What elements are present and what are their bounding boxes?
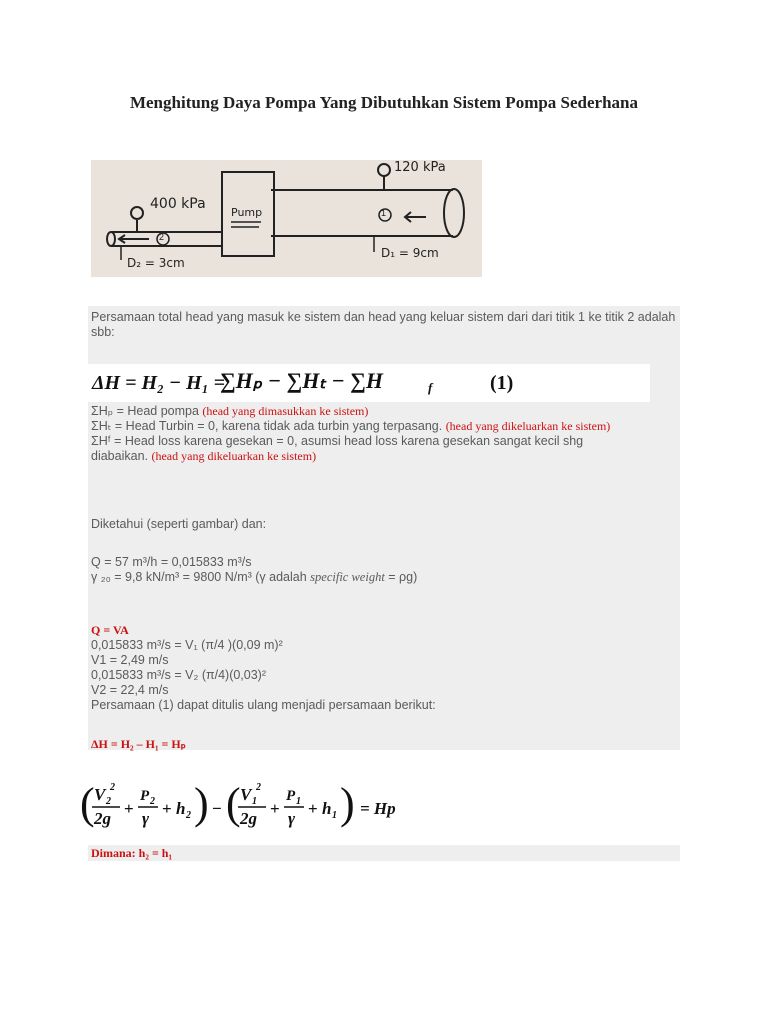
svg-text:+: + (124, 799, 134, 818)
svg-text:1: 1 (332, 810, 337, 821)
equation-2-rhs: = Hp (360, 799, 396, 818)
svg-text:γ: γ (142, 809, 150, 828)
def-head-turbin-note: (head yang dikeluarkan ke sistem) (445, 419, 611, 433)
equation-1-subscript-f: f (428, 380, 433, 395)
svg-text:+: + (270, 799, 280, 818)
svg-text:2: 2 (150, 796, 155, 807)
svg-text:2g: 2g (94, 809, 111, 828)
known-flow-rate: Q = 57 m³/h = 0,015833 m³/s (91, 555, 252, 569)
def-head-loss-text: diabaikan. (91, 449, 152, 463)
intro-text: Persamaan total head yang masuk ke sistem dan head yang keluar sistem dari dari titik 1 ke titik 2 adalah (91, 310, 676, 324)
calc-line-1: 0,015833 m³/s = V₁ (π/4 )(0,09 m)² (91, 638, 283, 652)
svg-text:(: ( (80, 779, 95, 828)
equation-1-lhs: ΔH = H₂ − H₁ = (92, 372, 226, 394)
pressure-label-p2: 400 kPa (150, 196, 206, 212)
def-head-pompa-note: (head yang dimasukkan ke sistem) (202, 404, 369, 418)
svg-text:2: 2 (110, 782, 115, 793)
calc-heading: Q = VA (91, 623, 129, 637)
point-1-label: 1 (381, 208, 387, 218)
svg-text:2g: 2g (240, 809, 257, 828)
def-head-loss-cont (91, 449, 316, 464)
equation-1-sums: ∑Hₚ − ∑Hₜ − ∑H (220, 368, 383, 393)
known-gamma-a: γ ₂₀ = 9,8 kN/m³ = 9800 N/m³ (γ adalah (91, 570, 311, 584)
svg-text:h: h (322, 799, 332, 818)
svg-text:): ) (340, 779, 355, 828)
svg-text:1: 1 (252, 796, 257, 807)
def-head-pompa-text: ΣHₚ = Head pompa (91, 404, 203, 418)
pressure-label-p1: 120 kPa (394, 160, 446, 175)
equation-2 (80, 776, 410, 836)
page-title: Menghitung Daya Pompa Yang Dibutuhkan Sistem Pompa Sederhana (129, 93, 639, 112)
equation-1 (88, 364, 650, 402)
svg-text:P: P (286, 788, 296, 804)
known-gamma-b: = ρg) (384, 570, 418, 584)
pump-label: Pump (231, 206, 263, 219)
where-text: Dimana: h₂ = h₁ (91, 846, 173, 860)
where-panel (88, 845, 680, 861)
calc-delta-h: ΔH = H₂ – H₁ = Hₚ (91, 737, 186, 751)
def-head-pompa (91, 404, 368, 419)
svg-text:): ) (194, 779, 209, 828)
svg-text:P: P (140, 788, 150, 804)
svg-text:−: − (212, 799, 222, 818)
known-specific-weight (91, 570, 417, 585)
calc-line-2: V1 = 2,49 m/s (91, 653, 169, 667)
svg-text:(: ( (226, 779, 241, 828)
intro-text-cont: sbb: (91, 325, 115, 339)
svg-text:2: 2 (256, 782, 261, 793)
calc-line-3: 0,015833 m³/s = V₂ (π/4)(0,03)² (91, 668, 267, 682)
svg-text:V: V (240, 785, 252, 804)
known-gamma-italic: specific weight (310, 570, 385, 584)
def-head-loss: ΣHᶠ = Head loss karena gesekan = 0, asumsi head loss karena gesekan sangat kecil shg (91, 434, 584, 448)
point-2-label: 2 (159, 232, 165, 242)
def-head-loss-note: (head yang dikeluarkan ke sistem) (151, 449, 317, 463)
svg-text:2: 2 (106, 796, 111, 807)
svg-text:h: h (176, 799, 186, 818)
svg-text:γ: γ (288, 809, 296, 828)
def-head-turbin-text: ΣHₜ = Head Turbin = 0, karena tidak ada turbin yang terpasang. (91, 419, 446, 433)
diameter-label-d1: D₁ = 9cm (381, 246, 439, 260)
diameter-label-d2: D₂ = 3cm (127, 256, 185, 270)
def-head-turbin (91, 419, 610, 434)
svg-text:+: + (308, 799, 318, 818)
svg-text:2: 2 (186, 810, 191, 821)
svg-text:1: 1 (296, 796, 301, 807)
pump-system-figure (91, 160, 482, 277)
equation-1-number: (1) (490, 372, 514, 394)
svg-text:+: + (162, 799, 172, 818)
known-intro: Diketahui (seperti gambar) dan: (91, 517, 267, 531)
calc-line-5: Persamaan (1) dapat ditulis ulang menjadi persamaan berikut: (91, 698, 436, 712)
svg-text:V: V (94, 785, 106, 804)
calc-line-4: V2 = 22,4 m/s (91, 683, 169, 697)
